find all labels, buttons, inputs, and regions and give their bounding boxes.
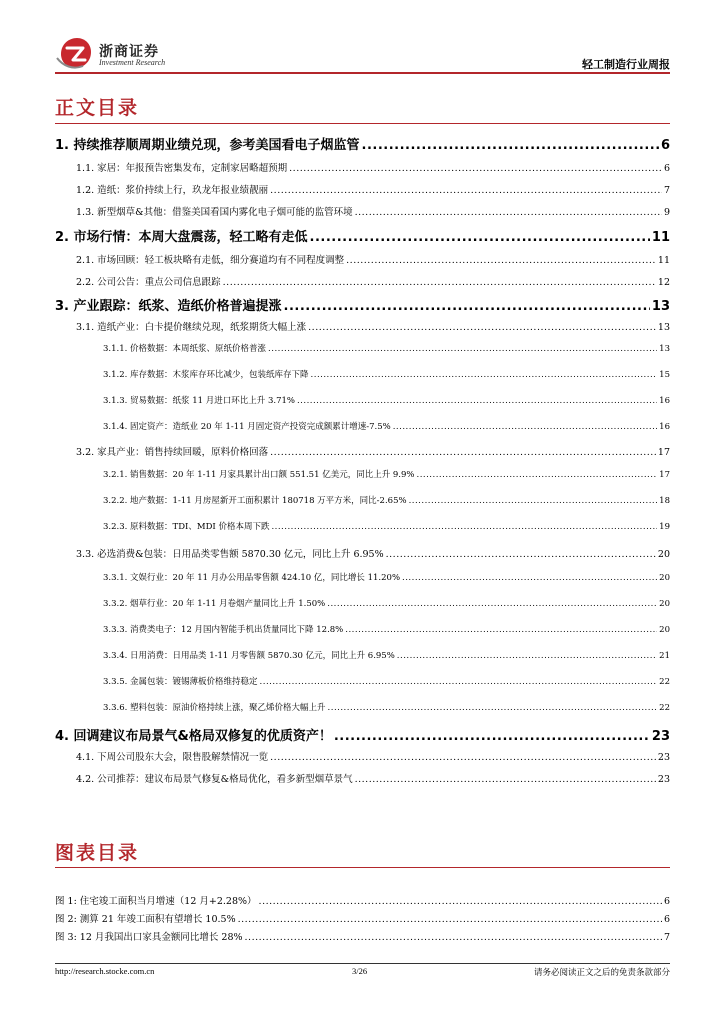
toc-entry-page: 13	[651, 299, 670, 314]
toc-entry-label: 1.2. 造纸：浆价持续上行，玖龙年报业绩靓丽	[76, 185, 269, 196]
toc-entry-label: 3.1. 造纸产业：白卡提价继续兑现，纸浆期货大幅上涨	[76, 322, 307, 333]
toc-entry-label: 3.3.4. 日用消费：日用品类 1-11 月零售额 5870.30 亿元，同比上升 6.95%	[103, 651, 395, 661]
toc-leader	[334, 729, 650, 744]
toc-entry-page: 9	[663, 207, 670, 218]
toc-entry[interactable]	[76, 160, 670, 174]
toc-entry-label: 3.2.1. 销售数据：20 年 1-11 月家具累计出口额 551.51 亿美元，同比上升 9.9%	[103, 470, 415, 480]
toc-leader	[310, 230, 650, 245]
toc-entry-label: 1.1. 家居：年报预告密集发布，定制家居略超预期	[76, 163, 288, 174]
toc-entry-label: 2.1. 市场回顾：轻工板块略有走低，细分赛道均有不同程度调整	[76, 255, 345, 266]
toc-entry-label: 3.1.4. 固定资产：造纸业 20 年 1-11 月固定资产投资完成额累计增速-7.5%	[103, 422, 391, 432]
figure-entry[interactable]	[55, 929, 670, 943]
toc-entry-page: 23	[657, 774, 670, 785]
toc-entry-page: 12	[657, 277, 670, 288]
toc-entry-page: 6	[660, 138, 670, 153]
figure-entry-page: 7	[663, 932, 670, 943]
toc-entry-page: 7	[663, 185, 670, 196]
toc-entry-label: 3.3.5. 金属包装：镀锡薄板价格维持稳定	[103, 677, 258, 687]
toc-entry-label: 3. 产业跟踪：纸浆、造纸价格普遍提涨	[55, 299, 282, 314]
toc-entry-label: 3.2.3. 原料数据：TDI、MDI 价格本周下跌	[103, 522, 270, 532]
toc-leader	[245, 932, 662, 943]
toc-entry[interactable]	[76, 204, 670, 218]
toc-leader	[393, 422, 657, 432]
toc-entry-page: 20	[659, 625, 670, 635]
toc-leader	[223, 277, 656, 288]
toc-entry-page: 23	[657, 752, 670, 763]
toc-entry-page: 22	[659, 677, 670, 687]
toc-entry-page: 13	[659, 344, 670, 354]
toc-entry-label: 3.3.2. 烟草行业：20 年 1-11 月卷烟产量同比上升 1.50%	[103, 599, 326, 609]
toc-entry-page: 16	[659, 396, 670, 406]
report-type: 轻工制造行业周报	[582, 58, 670, 71]
figure-entry-label: 图 3: 12 月我国出口家具金额同比增长 28%	[55, 932, 243, 943]
toc-entry[interactable]	[76, 546, 670, 560]
toc-entry[interactable]	[103, 675, 670, 687]
toc-entry[interactable]	[103, 468, 670, 480]
toc-entry[interactable]	[103, 394, 670, 406]
toc-entry-label: 1.3. 新型烟草&其他：借鉴美国看国内雾化电子烟可能的监管环境	[76, 207, 353, 218]
toc-entry-page: 19	[659, 522, 670, 532]
brand-name: 浙商证券	[99, 44, 159, 60]
toc-entry-label: 3.2. 家具产业：销售持续回暖，原料价格回落	[76, 447, 269, 458]
figure-entry-label: 图 2: 测算 21 年竣工面积有望增长 10.5%	[55, 914, 236, 925]
zheshang-logo-icon	[55, 36, 95, 70]
toc-entry-label: 4.2. 公司推荐：建议布局景气修复&格局优化，看多新型烟草景气	[76, 774, 353, 785]
footer-page-number: 3/26	[352, 966, 368, 976]
toc-entry-page: 17	[657, 447, 670, 458]
toc-leader	[260, 677, 658, 687]
toc-entry-page: 20	[659, 599, 670, 609]
toc-entry-label: 3.3.3. 消费类电子：12 月国内智能手机出货量同比下降 12.8%	[103, 625, 344, 635]
toc-title-divider	[55, 123, 670, 124]
toc-entry[interactable]	[103, 342, 670, 354]
toc-leader	[355, 207, 662, 218]
toc-entry[interactable]	[103, 571, 670, 583]
toc-leader	[346, 255, 656, 266]
header-divider	[55, 72, 670, 74]
toc-entry-page: 23	[651, 729, 670, 744]
toc-entry-label: 2. 市场行情：本周大盘震荡，轻工略有走低	[55, 230, 308, 245]
toc-leader	[345, 625, 657, 635]
toc-leader	[402, 573, 657, 583]
toc-leader	[397, 651, 657, 661]
footer-divider	[55, 963, 670, 964]
toc-entry[interactable]	[103, 623, 670, 635]
figures-title: 图表目录	[55, 842, 140, 864]
toc-entry-label: 4. 回调建议布局景气&格局双修复的优质资产！	[55, 729, 332, 744]
toc-entry-page: 6	[663, 163, 670, 174]
figure-entry-label: 图 1: 住宅竣工面积当月增速（12 月+2.28%）	[55, 896, 257, 907]
toc-entry-label: 3.1.1. 价格数据：本周纸浆、原纸价格普涨	[103, 344, 267, 354]
toc-entry[interactable]	[76, 319, 670, 333]
toc-leader	[308, 322, 656, 333]
toc-entry[interactable]	[76, 252, 670, 266]
toc-entry-label: 3.1.2. 库存数据：木浆库存环比减少，包装纸库存下降	[103, 370, 309, 380]
toc-leader	[268, 344, 657, 354]
toc-entry[interactable]	[103, 520, 670, 532]
toc-entry-page: 17	[659, 470, 670, 480]
toc-entry[interactable]	[76, 749, 670, 763]
footer-disclaimer: 请务必阅读正文之后的免责条款部分	[533, 968, 670, 978]
toc-entry[interactable]	[103, 649, 670, 661]
toc-entry[interactable]	[55, 134, 670, 153]
toc-entry-label: 1. 持续推荐顺周期业绩兑现，参考美国看电子烟监管	[55, 138, 360, 153]
toc-leader	[284, 299, 650, 314]
toc-leader	[386, 549, 656, 560]
toc-entry[interactable]	[103, 597, 670, 609]
toc-entry-page: 15	[659, 370, 670, 380]
toc-leader	[417, 470, 658, 480]
toc-entry-page: 13	[657, 322, 670, 333]
toc-entry-label: 3.3.1. 文娱行业：20 年 11 月办公用品零售额 424.10 亿，同比增长 11.20%	[103, 573, 401, 583]
toc-entry-page: 20	[657, 549, 670, 560]
toc-entry-label: 4.1. 下周公司股东大会，限售股解禁情况一览	[76, 752, 269, 763]
toc-entry[interactable]	[103, 368, 670, 380]
toc-entry[interactable]	[55, 295, 670, 314]
toc-leader	[270, 752, 656, 763]
toc-leader	[311, 370, 658, 380]
figure-entry-page: 6	[663, 896, 670, 907]
toc-entry[interactable]	[76, 444, 670, 458]
toc-leader	[259, 896, 662, 907]
toc-leader	[289, 163, 662, 174]
toc-entry-label: 3.3. 必选消费&包装：日用品类零售额 5870.30 亿元，同比上升 6.95%	[76, 549, 384, 560]
figure-entry-page: 6	[663, 914, 670, 925]
toc-leader	[362, 138, 659, 153]
toc-entry[interactable]	[103, 701, 670, 713]
toc-entry-page: 16	[659, 422, 670, 432]
toc-entry-label: 3.2.2. 地产数据：1-11 月房屋新开工面积累计 180718 万平方米，同比-2.65%	[103, 496, 407, 506]
toc-leader	[327, 599, 657, 609]
figure-entry[interactable]	[55, 893, 670, 907]
toc-entry-label: 3.1.3. 贸易数据：纸浆 11 月进口环比上升 3.71%	[103, 396, 295, 406]
toc-entry-page: 11	[651, 230, 670, 245]
toc-leader	[297, 396, 657, 406]
toc-entry[interactable]	[103, 494, 670, 506]
toc-leader	[328, 703, 658, 713]
toc-entry-label: 2.2. 公司公告：重点公司信息跟踪	[76, 277, 221, 288]
toc-entry-page: 22	[659, 703, 670, 713]
toc-entry[interactable]	[55, 226, 670, 245]
toc-leader	[409, 496, 658, 506]
toc-entry[interactable]	[76, 182, 670, 196]
toc-entry-page: 20	[659, 573, 670, 583]
toc-entry-label: 3.3.6. 塑料包装：原油价格持续上涨，聚乙烯价格大幅上升	[103, 703, 326, 713]
toc-entry-page: 18	[659, 496, 670, 506]
toc-entry[interactable]	[76, 771, 670, 785]
toc-leader	[270, 447, 656, 458]
toc-leader	[271, 522, 657, 532]
brand-subtitle: Investment Research	[99, 58, 166, 67]
toc-entry[interactable]	[103, 420, 670, 432]
figures-title-divider	[55, 867, 670, 868]
toc-entry-page: 11	[657, 255, 670, 266]
toc-leader	[238, 914, 662, 925]
footer-url[interactable]: http://research.stocke.com.cn	[55, 966, 155, 976]
toc-entry[interactable]	[55, 725, 670, 744]
toc-leader	[270, 185, 662, 196]
toc-entry[interactable]	[76, 274, 670, 288]
page-header	[55, 36, 670, 72]
figure-entry[interactable]	[55, 911, 670, 925]
toc-entry-page: 21	[659, 651, 670, 661]
toc-leader	[355, 774, 656, 785]
toc-title: 正文目录	[55, 97, 140, 119]
